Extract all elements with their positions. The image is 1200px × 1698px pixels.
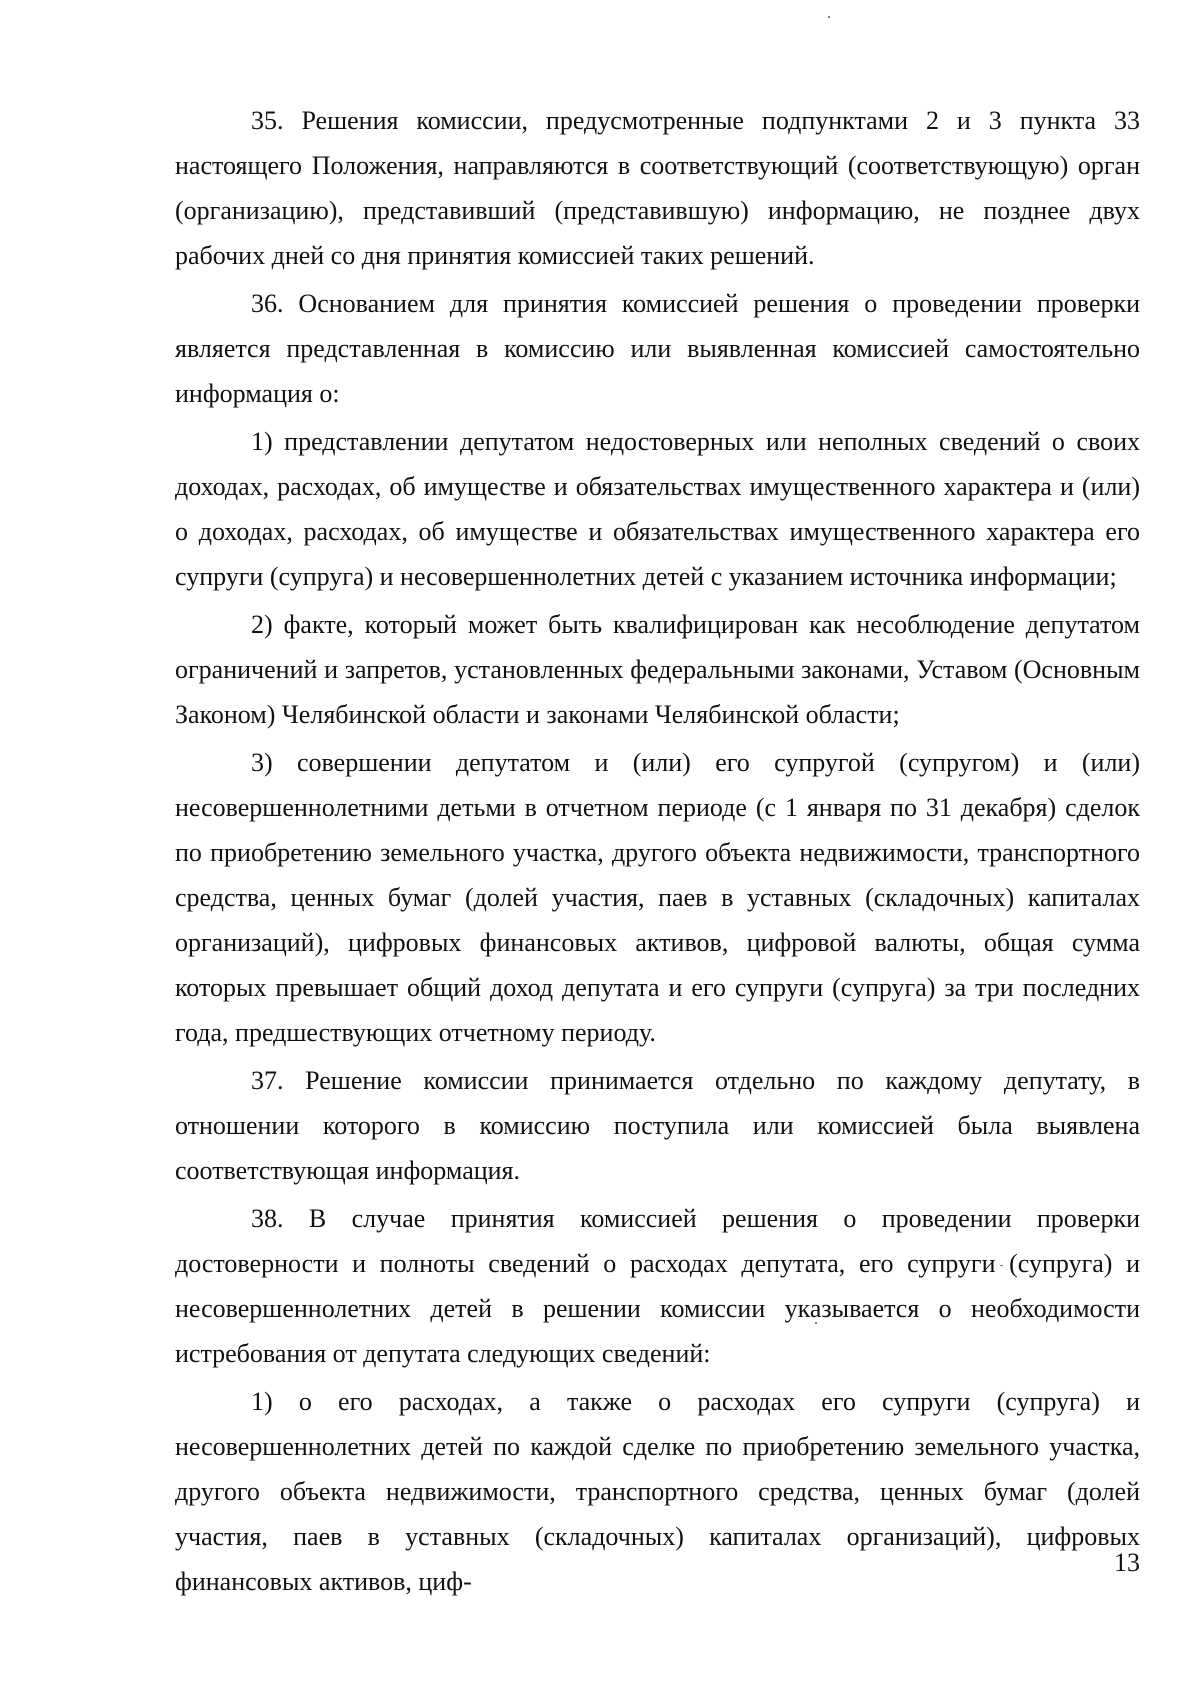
paragraph-36-item-3: 3) совершении депутатом и (или) его супругой (супругом) и (или) несовершеннолетними детьми в отчетном периоде (с 1 января по 31 декабря) сделок по приобретению земельного участка, другого объекта недвижимости, транспортного средства, ценных бумаг (долей участия, паев в уставных (складочных) капиталах организаций), цифровых финансовых активов, цифровой валюты, общая сумма которых превышает общий доход депутата и его супруги (супруга) за три последних года, предшествующих отчетному периоду.	[175, 748, 1140, 1047]
paragraph-36: 36. Основанием для принятия комиссией решения о проведении проверки является представленная в комиссию или выявленная комиссией самостоятельно информация о:	[175, 289, 1140, 408]
paragraph-37: 37. Решение комиссии принимается отдельно по каждому депутату, в отношении которого в комиссию поступила или комиссией была выявлена соответствующая информация.	[175, 1066, 1140, 1185]
paragraph-35: 35. Решения комиссии, предусмотренные подпунктами 2 и 3 пункта 33 настоящего Положения, направляются в соответствующий (соответствующую) орган (организацию), представивший (представившую) информацию, не позднее двух рабочих дней со дня принятия комиссией таких решений.	[175, 106, 1140, 270]
body-text	[175, 98, 1140, 1604]
paragraph-36-item-2: 2) факте, который может быть квалифицирован как несоблюдение депутатом ограничений и запретов, установленных федеральными законами, Уставом (Основным Законом) Челябинской области и законами Челябинской области;	[175, 610, 1140, 729]
paragraph-38-item-1: 1) о его расходах, а также о расходах его супруги (супруга) и несовершеннолетних детей по каждой сделке по приобретению земельного участка, другого объекта недвижимости, транспортного средства, ценных бумаг (долей участия, паев в уставных (складочных) капиталах организаций), цифровых финансовых активов, циф-	[175, 1387, 1140, 1596]
paragraph-36-item-1: 1) представлении депутатом недостоверных или неполных сведений о своих доходах, расходах, об имуществе и обязательствах имущественного характера и (или) о доходах, расходах, об имуществе и обязательствах имущественного характера его супруги (супруга) и несовершеннолетних детей с указанием источника информации;	[175, 427, 1140, 591]
paragraph-38: 38. В случае принятия комиссией решения о проведении проверки достоверности и полноты сведений о расходах депутата, его супруги (супруга) и несовершеннолетних детей в решении комиссии указывается о необходимости истребования от депутата следующих сведений:	[175, 1204, 1140, 1368]
scan-speck	[828, 16, 830, 18]
page-number: 13	[1114, 1548, 1140, 1577]
